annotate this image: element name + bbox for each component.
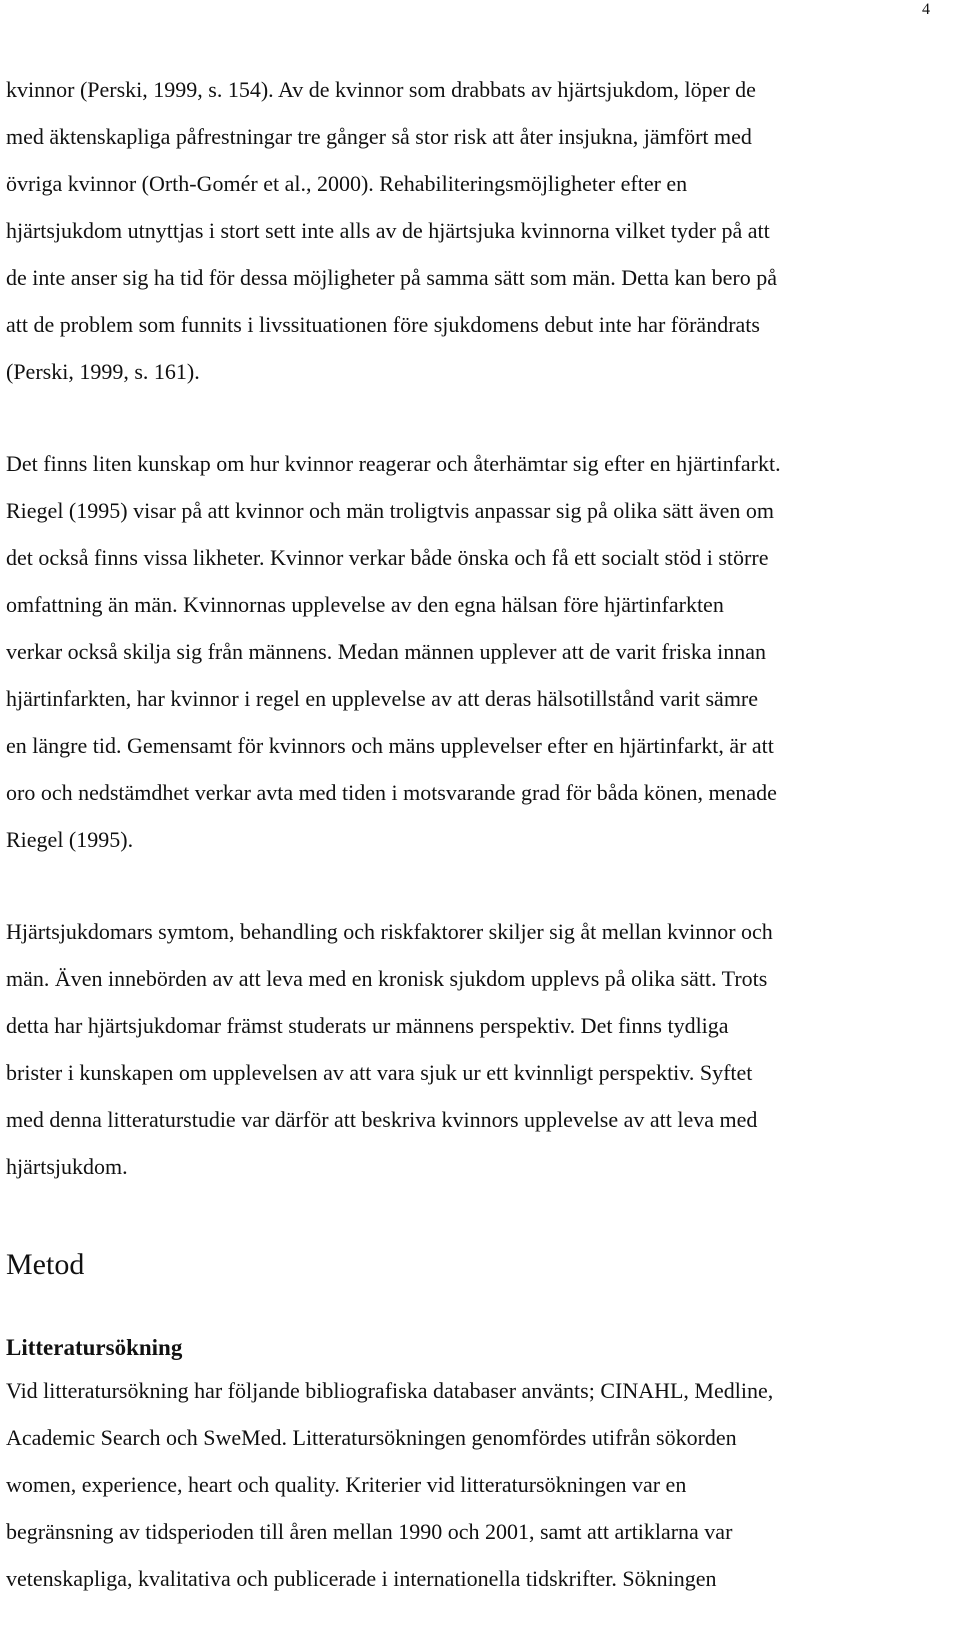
paragraph-line: Vid litteratursökning har följande bibliografiska databaser använts; CINAHL, Medline, (6, 1378, 774, 1403)
paragraph-line: Riegel (1995). (6, 827, 134, 852)
page-number: 4 (922, 1, 930, 18)
paragraph-line: brister i kunskapen om upplevelsen av att vara sjuk ur ett kvinnligt perspektiv. Syftet (6, 1060, 753, 1085)
paragraph-line: de inte anser sig ha tid för dessa möjligheter på samma sätt som män. Detta kan bero på (6, 265, 777, 290)
paragraph-3 (6, 908, 946, 1190)
paragraph-line: verkar också skilja sig från männens. Medan männen upplever att de varit friska innan (6, 639, 766, 664)
paragraph-line: att de problem som funnits i livssituationen före sjukdomens debut inte har förändrats (6, 312, 760, 337)
paragraph-line: med äktenskapliga påfrestningar tre gånger så stor risk att åter insjukna, jämfört med (6, 124, 752, 149)
paragraph-spacer (6, 395, 946, 440)
paragraph-line: kvinnor (Perski, 1999, s. 154). Av de kvinnor som drabbats av hjärtsjukdom, löper de (6, 77, 756, 102)
subsection-heading: Litteratursökning (6, 1335, 183, 1360)
paragraph-line: oro och nedstämdhet verkar avta med tiden i motsvarande grad för båda könen, menade (6, 780, 777, 805)
paragraph-line: det också finns vissa likheter. Kvinnor verkar både önska och få ett socialt stöd i större (6, 545, 769, 570)
paragraph-spacer (6, 863, 946, 908)
paragraph-line: Hjärtsjukdomars symtom, behandling och riskfaktorer skiljer sig åt mellan kvinnor och (6, 919, 773, 944)
paragraph-line: (Perski, 1999, s. 161). (6, 359, 200, 384)
paragraph-line: Riegel (1995) visar på att kvinnor och män troligtvis anpassar sig på olika sätt även om (6, 498, 774, 523)
paragraph-line: Academic Search och SweMed. Litteratursökningen genomfördes utifrån sökorden (6, 1425, 737, 1450)
paragraph-line: women, experience, heart och quality. Kriterier vid litteratursökningen var en (6, 1472, 687, 1497)
document-content (6, 66, 946, 1602)
paragraph-line: hjärtsjukdom utnyttjas i stort sett inte alls av de hjärtsjuka kvinnorna vilket tyder på att (6, 218, 770, 243)
paragraph-line: en längre tid. Gemensamt för kvinnors och mäns upplevelser efter en hjärtinfarkt, är att (6, 733, 774, 758)
paragraph-spacer (6, 1190, 946, 1235)
section-heading: Metod (6, 1248, 85, 1281)
paragraph-line: män. Även innebörden av att leva med en kronisk sjukdom upplevs på olika sätt. Trots (6, 966, 768, 991)
paragraph-line: omfattning än män. Kvinnornas upplevelse av den egna hälsan före hjärtinfarkten (6, 592, 724, 617)
paragraph-2 (6, 440, 946, 863)
paragraph-line: med denna litteraturstudie var därför att beskriva kvinnors upplevelse av att leva med (6, 1107, 758, 1132)
paragraph-4 (6, 1367, 946, 1602)
paragraph-line: hjärtinfarkten, har kvinnor i regel en upplevelse av att deras hälsotillstånd varit sämre (6, 686, 759, 711)
paragraph-line: vetenskapliga, kvalitativa och publicerade i internationella tidskrifter. Sökningen (6, 1566, 717, 1591)
paragraph-line: hjärtsjukdom. (6, 1154, 128, 1179)
paragraph-line: övriga kvinnor (Orth-Gomér et al., 2000). Rehabiliteringsmöjligheter efter en (6, 171, 688, 196)
paragraph-line: detta har hjärtsjukdomar främst studerats ur männens perspektiv. Det finns tydliga (6, 1013, 729, 1038)
paragraph-line: begränsning av tidsperioden till åren mellan 1990 och 2001, samt att artiklarna var (6, 1519, 733, 1544)
paragraph-line: Det finns liten kunskap om hur kvinnor reagerar och återhämtar sig efter en hjärtinfarkt. (6, 451, 781, 476)
paragraph-1 (6, 66, 946, 395)
